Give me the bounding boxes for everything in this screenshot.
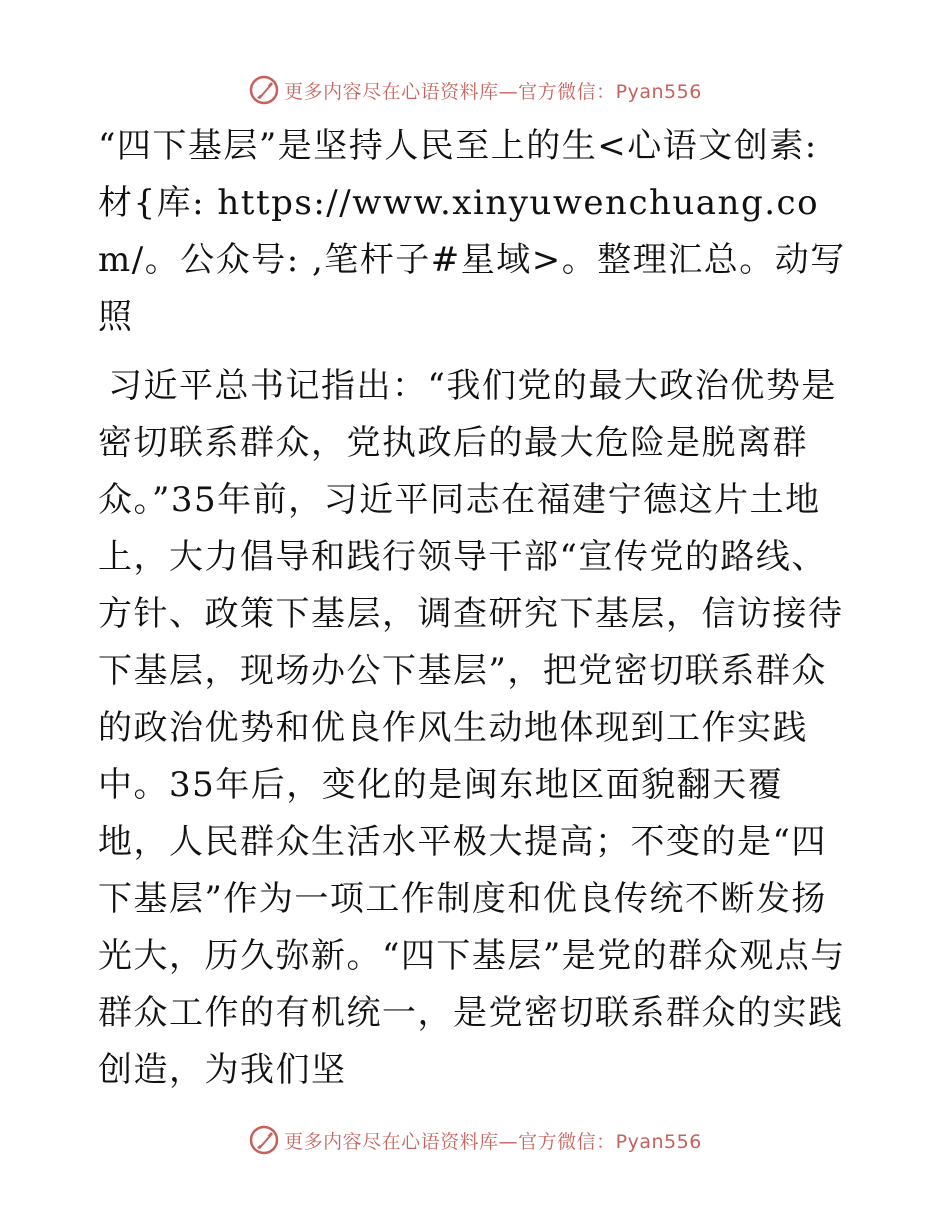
feather-pen-logo-icon xyxy=(248,1124,280,1156)
paragraph-2: 习近平总书记指出：“我们党的最大政治优势是密切联系群众，党执政后的最大危险是脱离群众。”35年前，习近平同志在福建宁德这片土地上，大力倡导和践行领导干部“宣传党的路线、方针、政策下基层，调查研究下基层，信访接待下基层，现场办公下基层”，把党密切联系群众的政治优势和优良作风生动地体现到工作实践中。35年后，变化的是闽东地区面貌翻天覆地，人民群众生活水平极大提高；不变的是“四下基层”作为一项工作制度和优良传统不断发扬光大，历久弥新。“四下基层”是党的群众观点与群众工作的有机统一，是党密切联系群众的实践创造，为我们坚 xyxy=(98,366,846,1090)
paragraph-1: “四下基层”是坚持人民至上的生<心语文创素:材{库: https://www.xinyuwenchuang.com/。公众号: ,笔杆子#星域>。整理汇总。动写照 xyxy=(98,126,846,337)
feather-pen-logo-icon xyxy=(248,74,280,106)
document-body xyxy=(98,118,850,1099)
footer-banner-text: 更多内容尽在心语资料库—官方微信：Pyan556 xyxy=(284,1130,702,1153)
header-banner-text: 更多内容尽在心语资料库—官方微信：Pyan556 xyxy=(284,80,702,103)
header-banner xyxy=(0,70,950,110)
footer-banner xyxy=(0,1120,950,1160)
